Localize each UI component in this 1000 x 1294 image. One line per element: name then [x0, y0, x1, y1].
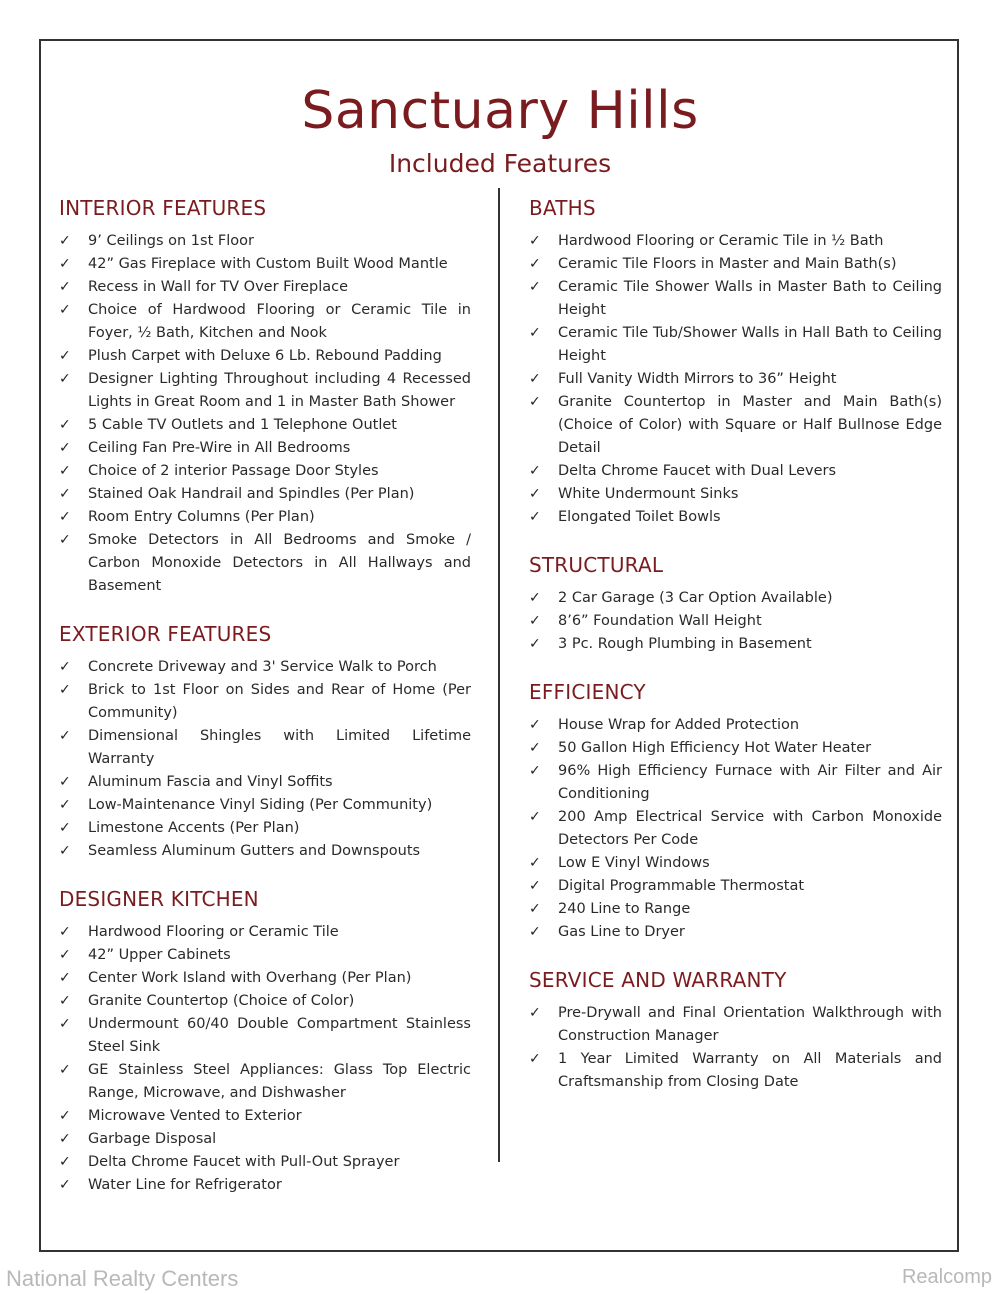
feature-text: Aluminum Fascia and Vinyl Soffits [88, 774, 333, 790]
feature-text: Seamless Aluminum Gutters and Downspouts [88, 843, 421, 859]
check-icon: ✓ [529, 878, 541, 894]
feature-item [59, 1059, 471, 1105]
check-icon: ✓ [59, 1016, 71, 1032]
section-heading: INTERIOR FEATURES [59, 196, 267, 220]
check-icon: ✓ [59, 728, 71, 744]
check-icon: ✓ [529, 463, 541, 479]
feature-item [529, 230, 942, 253]
feature-item [59, 1174, 471, 1197]
feature-text: Stained Oak Handrail and Spindles (Per Plan) [88, 486, 415, 502]
check-icon: ✓ [529, 233, 541, 249]
check-icon: ✓ [529, 486, 541, 502]
feature-text: Garbage Disposal [88, 1131, 217, 1147]
feature-item [529, 506, 942, 529]
feature-list [529, 1002, 942, 1094]
check-icon: ✓ [59, 1177, 71, 1193]
feature-text: Brick to 1st Floor on Sides and Rear of Home (Per Community) [88, 682, 471, 721]
feature-text: Ceramic Tile Tub/Shower Walls in Hall Bath to Ceiling Height [558, 325, 942, 364]
feature-item [529, 253, 942, 276]
feature-list [59, 230, 471, 598]
feature-text: 9’ Ceilings on 1st Floor [88, 233, 254, 249]
feature-item [59, 230, 471, 253]
feature-text: Smoke Detectors in All Bedrooms and Smoke / Carbon Monoxide Detectors in All Hallways and Basement [88, 532, 471, 594]
feature-text: Gas Line to Dryer [558, 924, 685, 940]
feature-text: Low-Maintenance Vinyl Siding (Per Community) [88, 797, 433, 813]
feature-text: Delta Chrome Faucet with Dual Levers [558, 463, 837, 479]
feature-list [529, 230, 942, 529]
feature-section [529, 194, 942, 529]
feature-item [59, 817, 471, 840]
check-icon: ✓ [529, 636, 541, 652]
check-icon: ✓ [59, 463, 71, 479]
feature-text: Designer Lighting Throughout including 4 Recessed Lights in Great Room and 1 in Master Bath Shower [88, 371, 471, 410]
feature-item [529, 760, 942, 806]
column-divider [498, 188, 500, 1162]
feature-item [529, 587, 942, 610]
section-heading: DESIGNER KITCHEN [59, 887, 259, 911]
feature-text: Ceiling Fan Pre-Wire in All Bedrooms [88, 440, 351, 456]
check-icon: ✓ [59, 1154, 71, 1170]
feature-text: 200 Amp Electrical Service with Carbon Monoxide Detectors Per Code [558, 809, 942, 848]
check-icon: ✓ [529, 279, 541, 295]
check-icon: ✓ [529, 809, 541, 825]
check-icon: ✓ [529, 740, 541, 756]
feature-text: Microwave Vented to Exterior [88, 1108, 302, 1124]
feature-item [59, 725, 471, 771]
feature-item [59, 921, 471, 944]
feature-text: Undermount 60/40 Double Compartment Stainless Steel Sink [88, 1016, 471, 1055]
check-icon: ✓ [529, 1005, 541, 1021]
feature-item [529, 737, 942, 760]
feature-text: 2 Car Garage (3 Car Option Available) [558, 590, 833, 606]
feature-text: Granite Countertop (Choice of Color) [88, 993, 355, 1009]
feature-item [529, 460, 942, 483]
feature-list [59, 921, 471, 1197]
feature-text: 96% High Efficiency Furnace with Air Filter and Air Conditioning [558, 763, 942, 802]
feature-list [59, 656, 471, 863]
feature-item [59, 299, 471, 345]
feature-text: 42” Gas Fireplace with Custom Built Wood Mantle [88, 256, 448, 272]
feature-text: Digital Programmable Thermostat [558, 878, 805, 894]
feature-text: House Wrap for Added Protection [558, 717, 800, 733]
check-icon: ✓ [59, 233, 71, 249]
feature-item [59, 840, 471, 863]
check-icon: ✓ [59, 371, 71, 387]
check-icon: ✓ [59, 1108, 71, 1124]
feature-list [529, 587, 942, 656]
check-icon: ✓ [529, 613, 541, 629]
check-icon: ✓ [529, 371, 541, 387]
feature-list [529, 714, 942, 944]
check-icon: ✓ [529, 763, 541, 779]
feature-text: White Undermount Sinks [558, 486, 739, 502]
feature-item [529, 714, 942, 737]
feature-item [59, 679, 471, 725]
check-icon: ✓ [529, 924, 541, 940]
check-icon: ✓ [529, 717, 541, 733]
feature-item [59, 794, 471, 817]
feature-item [529, 875, 942, 898]
feature-text: Limestone Accents (Per Plan) [88, 820, 300, 836]
feature-item [529, 483, 942, 506]
feature-item [529, 898, 942, 921]
check-icon: ✓ [59, 659, 71, 675]
check-icon: ✓ [59, 993, 71, 1009]
feature-item [59, 1151, 471, 1174]
feature-text: Choice of Hardwood Flooring or Ceramic Tile in Foyer, ½ Bath, Kitchen and Nook [88, 302, 471, 341]
check-icon: ✓ [59, 486, 71, 502]
feature-item [59, 1128, 471, 1151]
section-heading: SERVICE AND WARRANTY [529, 968, 787, 992]
check-icon: ✓ [59, 947, 71, 963]
feature-item [529, 806, 942, 852]
feature-text: Dimensional Shingles with Limited Lifetime Warranty [88, 728, 471, 767]
feature-item [529, 322, 942, 368]
check-icon: ✓ [59, 302, 71, 318]
check-icon: ✓ [529, 509, 541, 525]
feature-section [529, 966, 942, 1094]
feature-item [59, 253, 471, 276]
watermark-realcomp: Realcomp [901, 1266, 992, 1288]
check-icon: ✓ [59, 797, 71, 813]
check-icon: ✓ [59, 509, 71, 525]
feature-text: Elongated Toilet Bowls [558, 509, 721, 525]
feature-item [59, 944, 471, 967]
check-icon: ✓ [529, 855, 541, 871]
feature-text: Plush Carpet with Deluxe 6 Lb. Rebound Padding [88, 348, 442, 364]
feature-text: Hardwood Flooring or Ceramic Tile in ½ Bath [558, 233, 884, 249]
section-heading: EFFICIENCY [529, 680, 646, 704]
feature-item [529, 610, 942, 633]
check-icon: ✓ [529, 256, 541, 272]
feature-text: Concrete Driveway and 3' Service Walk to Porch [88, 659, 437, 675]
feature-section [529, 551, 942, 656]
feature-section [59, 885, 471, 1197]
feature-item [59, 990, 471, 1013]
check-icon: ✓ [59, 348, 71, 364]
feature-text: 5 Cable TV Outlets and 1 Telephone Outlet [88, 417, 397, 433]
feature-item [529, 368, 942, 391]
feature-section [59, 194, 471, 598]
feature-item [59, 345, 471, 368]
feature-text: GE Stainless Steel Appliances: Glass Top Electric Range, Microwave, and Dishwasher [88, 1062, 471, 1101]
feature-text: 8’6” Foundation Wall Height [558, 613, 762, 629]
feature-text: Pre-Drywall and Final Orientation Walkthrough with Construction Manager [558, 1005, 942, 1044]
feature-text: 50 Gallon High Efficiency Hot Water Heater [558, 740, 872, 756]
check-icon: ✓ [59, 843, 71, 859]
check-icon: ✓ [59, 417, 71, 433]
feature-text: Recess in Wall for TV Over Fireplace [88, 279, 349, 295]
feature-item [59, 437, 471, 460]
check-icon: ✓ [59, 820, 71, 836]
page-title: Sanctuary Hills [301, 81, 699, 141]
section-heading: EXTERIOR FEATURES [59, 622, 272, 646]
feature-text: 1 Year Limited Warranty on All Materials and Craftsmanship from Closing Date [558, 1051, 942, 1090]
check-icon: ✓ [529, 1051, 541, 1067]
check-icon: ✓ [529, 394, 541, 410]
feature-item [59, 276, 471, 299]
feature-item [529, 852, 942, 875]
right-column [529, 194, 942, 1116]
feature-item [529, 391, 942, 460]
check-icon: ✓ [59, 256, 71, 272]
left-column [59, 194, 471, 1219]
feature-section [59, 620, 471, 863]
feature-item [59, 414, 471, 437]
feature-item [59, 967, 471, 990]
check-icon: ✓ [59, 279, 71, 295]
feature-text: Granite Countertop in Master and Main Bath(s) (Choice of Color) with Square or Half Bullnose Edge Detail [558, 394, 942, 456]
feature-text: Hardwood Flooring or Ceramic Tile [88, 924, 339, 940]
section-heading: STRUCTURAL [529, 553, 664, 577]
check-icon: ✓ [59, 532, 71, 548]
feature-item [59, 460, 471, 483]
check-icon: ✓ [59, 924, 71, 940]
page-subtitle: Included Features [388, 149, 612, 178]
feature-item [59, 529, 471, 598]
check-icon: ✓ [59, 1062, 71, 1078]
feature-text: Ceramic Tile Floors in Master and Main Bath(s) [558, 256, 897, 272]
check-icon: ✓ [59, 1131, 71, 1147]
feature-item [59, 368, 471, 414]
section-heading: BATHS [529, 196, 596, 220]
feature-text: Full Vanity Width Mirrors to 36” Height [558, 371, 837, 387]
check-icon: ✓ [529, 325, 541, 341]
feature-text: Choice of 2 interior Passage Door Styles [88, 463, 379, 479]
feature-text: Center Work Island with Overhang (Per Plan) [88, 970, 412, 986]
feature-text: Water Line for Refrigerator [88, 1177, 282, 1193]
check-icon: ✓ [59, 774, 71, 790]
check-icon: ✓ [59, 440, 71, 456]
feature-text: Low E Vinyl Windows [558, 855, 710, 871]
feature-text: 3 Pc. Rough Plumbing in Basement [558, 636, 812, 652]
feature-item [529, 1048, 942, 1094]
feature-section [529, 678, 942, 944]
feature-item [59, 483, 471, 506]
feature-item [529, 276, 942, 322]
feature-text: Ceramic Tile Shower Walls in Master Bath to Ceiling Height [558, 279, 942, 318]
feature-item [529, 1002, 942, 1048]
check-icon: ✓ [59, 682, 71, 698]
feature-text: Room Entry Columns (Per Plan) [88, 509, 315, 525]
feature-text: 42” Upper Cabinets [88, 947, 231, 963]
feature-item [59, 656, 471, 679]
feature-item [59, 1105, 471, 1128]
feature-text: Delta Chrome Faucet with Pull-Out Sprayer [88, 1154, 400, 1170]
feature-item [59, 506, 471, 529]
check-icon: ✓ [529, 590, 541, 606]
watermark-national-realty: National Realty Centers [6, 1266, 239, 1291]
check-icon: ✓ [529, 901, 541, 917]
feature-item [529, 921, 942, 944]
feature-item [59, 771, 471, 794]
check-icon: ✓ [59, 970, 71, 986]
feature-text: 240 Line to Range [558, 901, 691, 917]
feature-item [59, 1013, 471, 1059]
feature-item [529, 633, 942, 656]
